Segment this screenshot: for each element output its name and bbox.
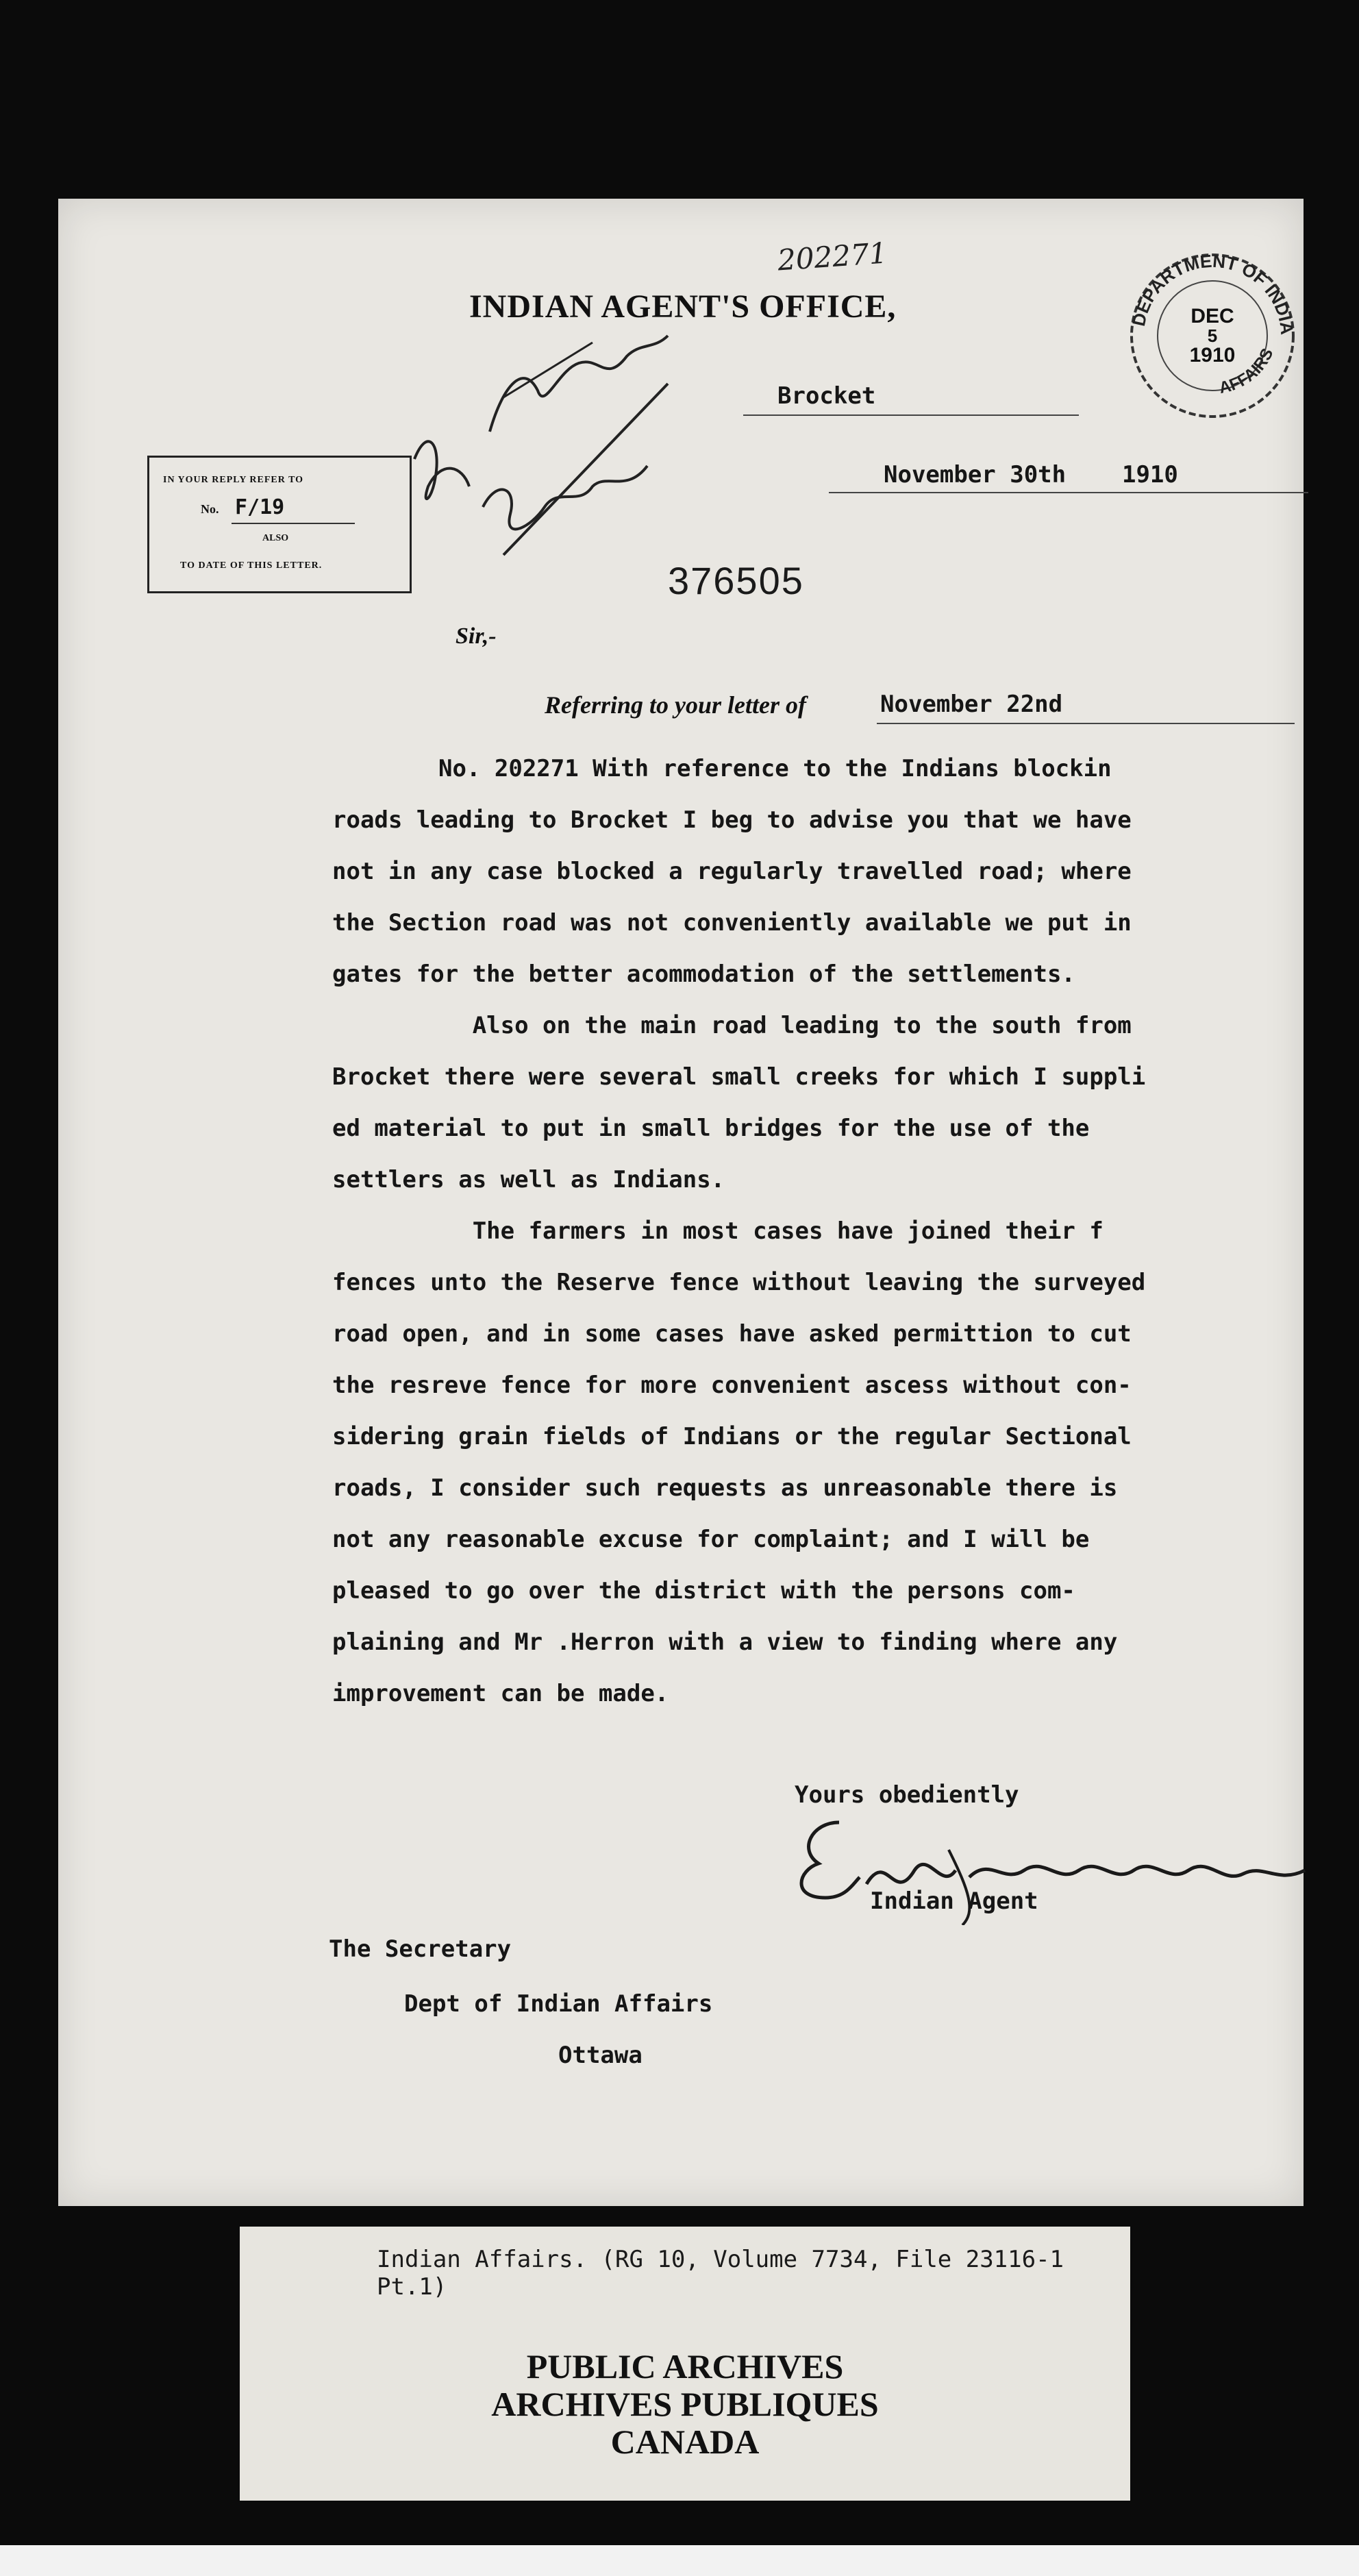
salutation: Sir,- <box>456 623 497 649</box>
signatory-title: Indian Agent <box>870 1887 1038 1915</box>
body-line: Brocket there were several small creeks for which I suppli <box>332 1063 1146 1091</box>
archive-name-fr: ARCHIVES PUBLIQUES <box>491 2385 879 2423</box>
registry-number-stamp: 376505 <box>668 559 804 602</box>
archive-country: CANADA <box>610 2423 760 2461</box>
reply-reference-box <box>147 456 412 593</box>
reply-date-instruction: TO DATE OF THIS LETTER. <box>180 560 323 571</box>
body-line: ed material to put in small bridges for the use of the <box>332 1115 1090 1142</box>
reply-no-label: No. <box>201 502 219 516</box>
reply-no-value: F/19 <box>235 495 285 519</box>
reply-instruction: IN YOUR REPLY REFER TO <box>163 475 304 485</box>
handwritten-file-number: 202271 <box>776 236 888 277</box>
office-title: INDIAN AGENT'S OFFICE, <box>469 288 897 325</box>
stamp-day: 5 <box>1207 325 1218 346</box>
body-line: plaining and Mr .Herron with a view to finding where any <box>332 1628 1118 1656</box>
body-line: pleased to go over the district with the persons com- <box>332 1577 1075 1605</box>
letter-place: Brocket <box>777 382 876 410</box>
svg-text:DEPARTMENT OF INDIAN: DEPARTMENT OF INDIA <box>1127 250 1298 336</box>
body-line: improvement can be made. <box>332 1680 669 1707</box>
referring-label: Referring to your letter of <box>545 691 806 719</box>
body-line: settlers as well as Indians. <box>332 1166 725 1193</box>
letter-date: November 30th 1910 <box>884 461 1178 488</box>
body-line: roads, I consider such requests as unreasonable there is <box>332 1474 1118 1502</box>
reply-also: ALSO <box>262 533 289 543</box>
archive-name-en: PUBLIC ARCHIVES <box>526 2347 844 2386</box>
film-marker <box>1130 2227 1185 2309</box>
body-line: road open, and in some cases have asked permittion to cut <box>332 1320 1132 1348</box>
stamp-month: DEC <box>1190 305 1234 327</box>
referring-underline <box>877 723 1295 724</box>
body-line: The farmers in most cases have joined their f <box>332 1217 1104 1245</box>
body-line: not any reasonable excuse for complaint; and I will be <box>332 1526 1090 1553</box>
archive-slip <box>240 2227 1130 2501</box>
body-line: No. 202271 With reference to the Indians blockin <box>438 755 1112 782</box>
received-date-stamp <box>1120 240 1305 425</box>
handwritten-routing-notes <box>401 322 730 582</box>
svg-text:AFFAIRS: AFFAIRS <box>1217 345 1277 398</box>
body-line: roads leading to Brocket I beg to advise you that we have <box>332 806 1132 834</box>
addressee-line-3: Ottawa <box>558 2042 643 2069</box>
addressee-line-1: The Secretary <box>329 1935 512 1963</box>
body-line: Also on the main road leading to the south from <box>332 1012 1132 1039</box>
stamp-year: 1910 <box>1189 344 1236 367</box>
archive-reference: Indian Affairs. (RG 10, Volume 7734, File 23116-1 Pt.1) <box>377 2246 1064 2301</box>
signature-image <box>771 1809 1312 1925</box>
place-underline <box>743 414 1079 416</box>
body-line: not in any case blocked a regularly travelled road; where <box>332 858 1132 885</box>
reply-no-underline <box>232 523 355 524</box>
body-line: sidering grain fields of Indians or the regular Sectional <box>332 1423 1132 1450</box>
addressee-line-2: Dept of Indian Affairs <box>404 1990 713 2018</box>
letter-page <box>58 199 1304 2206</box>
body-line: the Section road was not conveniently available we put in <box>332 909 1132 937</box>
referring-date: November 22nd <box>880 691 1063 718</box>
body-line: fences unto the Reserve fence without leaving the surveyed <box>332 1269 1146 1296</box>
closing: Yours obediently <box>795 1781 1019 1809</box>
body-line: the resreve fence for more convenient ascess without con- <box>332 1372 1132 1399</box>
date-underline <box>829 492 1308 493</box>
film-edge <box>0 2545 1359 2576</box>
body-line: gates for the better acommodation of the settlements. <box>332 961 1075 988</box>
